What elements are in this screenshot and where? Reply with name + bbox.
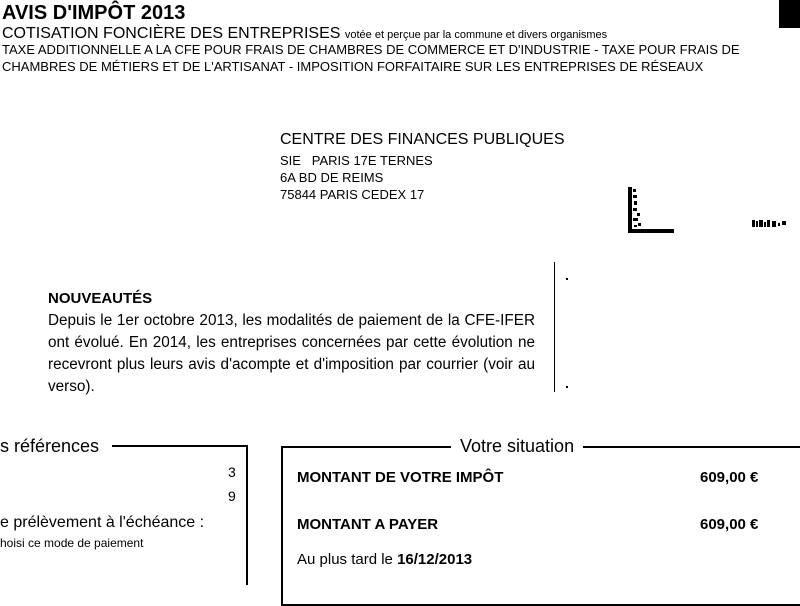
- subtitle-note: votée et perçue par la commune et divers organismes: [344, 29, 608, 41]
- reference-fragment-1: 3: [228, 464, 236, 480]
- payment-mode-note: hoisi ce mode de paiement: [0, 536, 144, 550]
- due-date-prefix: Au plus tard le: [297, 551, 398, 568]
- amount-due-label: MONTANT A PAYER: [297, 516, 439, 533]
- fold-mark-top: [566, 278, 568, 280]
- address-line-office: SIE PARIS 17E TERNES: [280, 153, 433, 168]
- direct-debit-label: e prélèvement à l'échéance :: [0, 514, 205, 531]
- due-date-value: 16/12/2013: [397, 551, 473, 568]
- window-fold-line: [554, 262, 555, 392]
- datamatrix-barcode: [628, 187, 674, 233]
- due-date: [297, 551, 472, 568]
- address-line-city: 75844 PARIS CEDEX 17: [280, 187, 425, 202]
- news-title: NOUVEAUTÉS: [48, 290, 153, 307]
- tax-center-address: [280, 131, 565, 203]
- corner-registration-mark: [779, 0, 800, 28]
- document-title: AVIS D'IMPÔT 2013: [2, 2, 186, 24]
- news-block: [48, 290, 535, 398]
- taxes-description: TAXE ADDITIONNELLE A LA CFE POUR FRAIS DE CHAMBRES DE COMMERCE ET D'INDUSTRIE - TAXE POUR FRAIS DE CHAMBRES DE MÉTIERS ET DE L'ARTISANAT - IMPOSITION FORFAITAIRE SUR LES ENTREPRISES DE RÉSEAUX: [2, 42, 740, 74]
- references-box-top-border: [112, 445, 247, 447]
- references-box-right-border: [246, 445, 248, 585]
- references-title: s références: [0, 436, 100, 456]
- tax-amount-value: 609,00 €: [700, 469, 759, 486]
- fold-mark-bottom: [566, 386, 568, 388]
- reference-fragment-2: 9: [228, 488, 236, 504]
- amount-due-value: 609,00 €: [700, 516, 759, 533]
- tax-amount-label: MONTANT DE VOTRE IMPÔT: [297, 469, 504, 486]
- small-barcode: [752, 218, 788, 228]
- tax-center-name: CENTRE DES FINANCES PUBLIQUES: [280, 131, 565, 148]
- subtitle-main: COTISATION FONCIÈRE DES ENTREPRISES: [2, 25, 341, 42]
- address-lines: [280, 152, 565, 203]
- news-body: Depuis le 1er octobre 2013, les modalités de paiement de la CFE-IFER ont évolué. En 2014, les entreprises concernées par cette évolution ne recevront plus leurs avis d'acompte et d'imposition par courrier (voir au verso).: [48, 312, 535, 395]
- address-line-street: 6A BD DE REIMS: [280, 170, 384, 185]
- situation-title: Votre situation: [451, 436, 583, 457]
